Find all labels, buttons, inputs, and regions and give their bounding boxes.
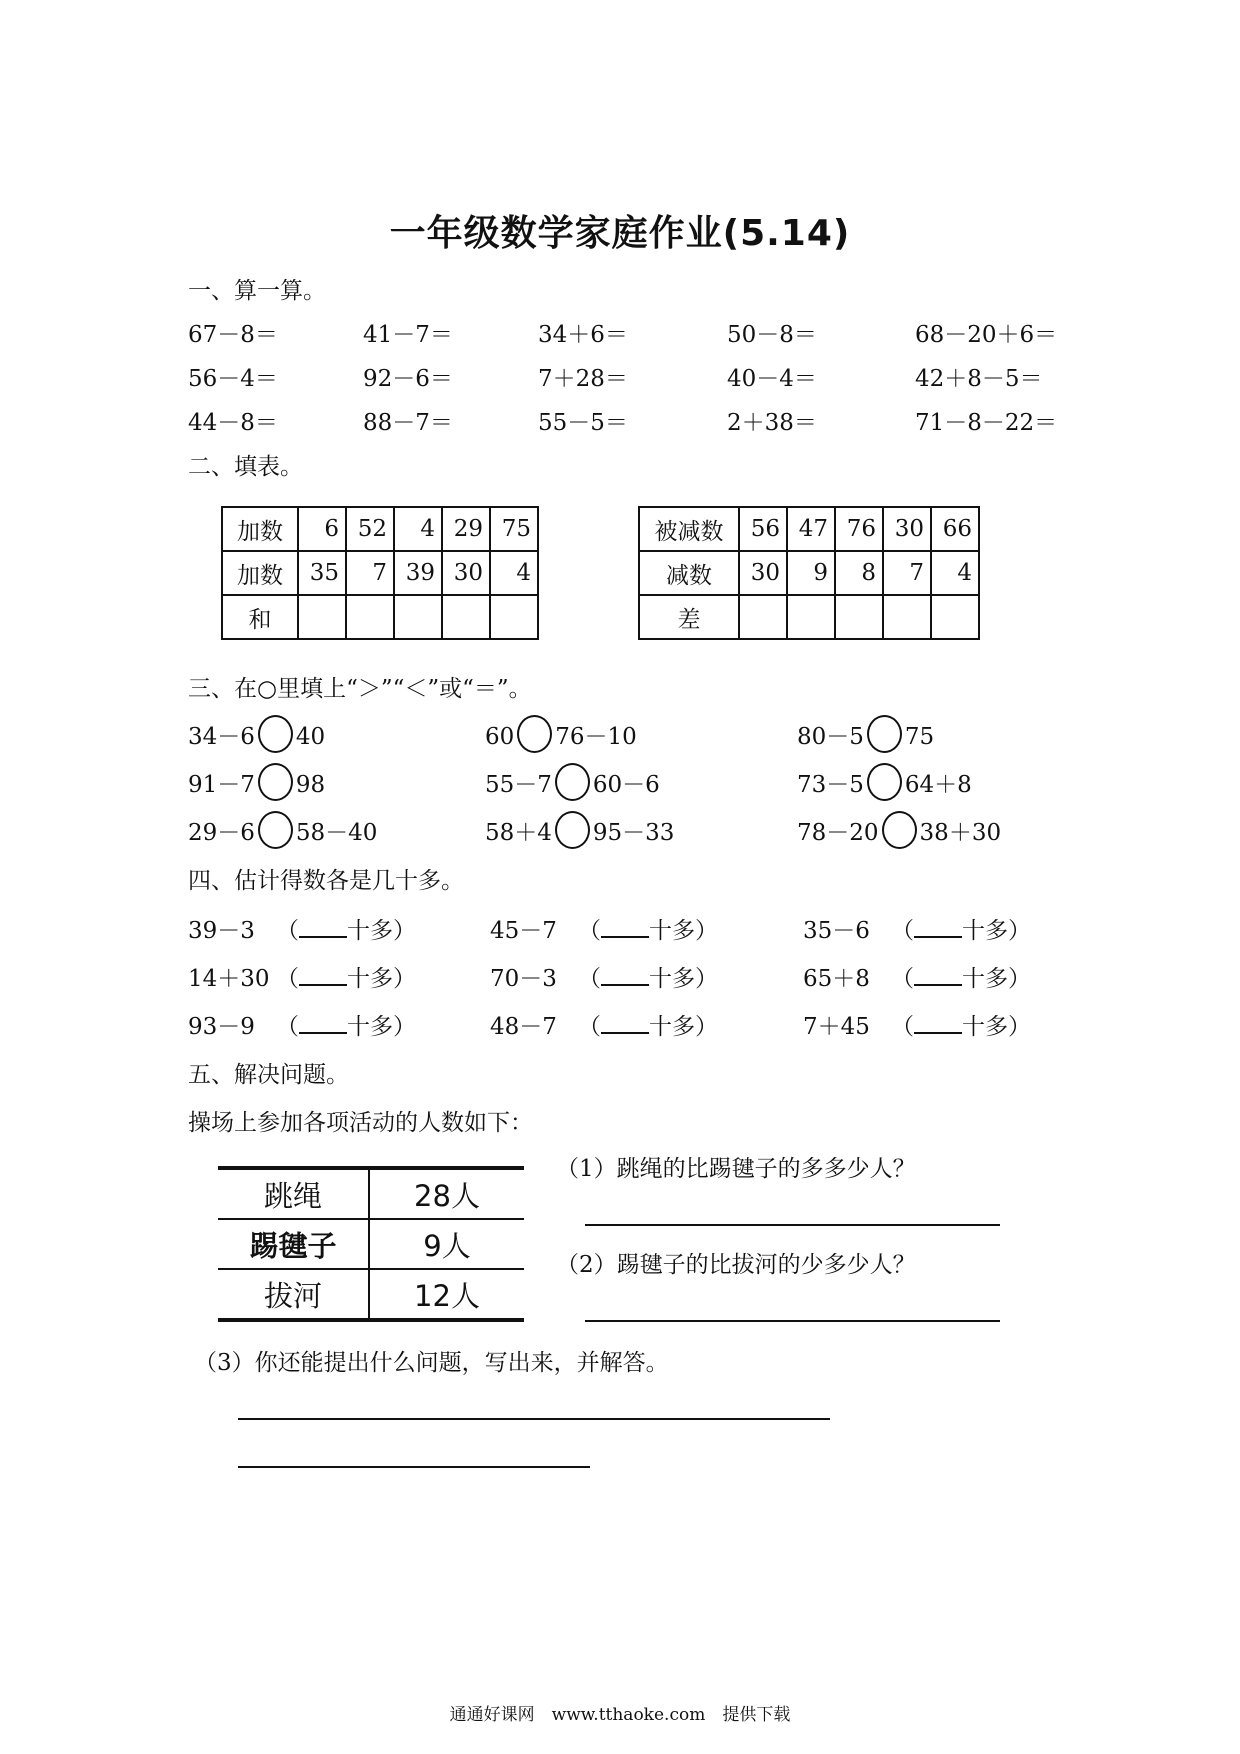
table-row — [222, 551, 538, 595]
compare-item: 91－7 98 — [188, 766, 325, 801]
compare-item: 34－6 40 — [188, 718, 325, 753]
problem-intro: 操场上参加各项活动的人数如下： — [188, 1110, 533, 1136]
compare-item: 78－20 38＋30 — [797, 814, 1001, 849]
calc-item: 55－5＝ — [538, 410, 628, 436]
calc-item: 2＋38＝ — [727, 410, 817, 436]
table-row — [222, 595, 538, 639]
answer-cell[interactable] — [442, 595, 490, 639]
answer-cell[interactable] — [298, 595, 346, 639]
answer-circle[interactable] — [555, 763, 590, 801]
page-title: 一年级数学家庭作业(5.14) — [389, 213, 851, 254]
answer-circle[interactable] — [517, 715, 552, 753]
section-2-heading: 二、填表。 — [188, 454, 303, 480]
answer-cell[interactable] — [787, 595, 835, 639]
answer-cell[interactable] — [394, 595, 442, 639]
calc-item: 41－7＝ — [363, 322, 453, 348]
table-cell: 30 — [883, 507, 931, 551]
table-cell: 8 — [835, 551, 883, 595]
table-cell: 9 — [787, 551, 835, 595]
answer-blank[interactable] — [914, 918, 962, 938]
subtraction-table — [638, 506, 980, 640]
estimate-item: 35－6 （ 十多） — [803, 918, 1031, 944]
calc-item: 44－8＝ — [188, 410, 278, 436]
section-3-heading: 三、在○里填上“＞”“＜”或“＝”。 — [188, 676, 532, 702]
answer-blank[interactable] — [914, 1014, 962, 1034]
answer-circle[interactable] — [555, 811, 590, 849]
calc-item: 50－8＝ — [727, 322, 817, 348]
answer-cell[interactable] — [883, 595, 931, 639]
calc-item: 7＋28＝ — [538, 366, 628, 392]
activity-count: 12人 — [414, 1278, 480, 1313]
row-label: 和 — [222, 595, 298, 639]
section-1-heading: 一、算一算。 — [188, 278, 326, 304]
compare-item: 29－6 58－40 — [188, 814, 377, 849]
answer-blank[interactable] — [914, 966, 962, 986]
table-cell: 30 — [739, 551, 787, 595]
answer-circle[interactable] — [258, 763, 293, 801]
table-cell: 6 — [298, 507, 346, 551]
calc-item: 67－8＝ — [188, 322, 278, 348]
question-2: （2）踢毽子的比拔河的少多少人？ — [556, 1252, 916, 1278]
row-label: 被减数 — [639, 507, 739, 551]
table-row — [639, 551, 979, 595]
table-cell: 52 — [346, 507, 394, 551]
activity-name: 拔河 — [218, 1269, 369, 1320]
activity-name: 跳绳 — [218, 1168, 369, 1219]
calc-item: 88－7＝ — [363, 410, 453, 436]
calc-item: 40－4＝ — [727, 366, 817, 392]
table-cell: 7 — [346, 551, 394, 595]
footer-credit: 通通好课网 www.tthaoke.com 提供下载 — [449, 1705, 791, 1725]
activity-table — [218, 1166, 524, 1322]
table-row — [218, 1269, 524, 1320]
table-row — [218, 1168, 524, 1219]
compare-item: 55－7 60－6 — [485, 766, 660, 801]
compare-item: 73－5 64＋8 — [797, 766, 972, 801]
calc-item: 42＋8－5＝ — [915, 366, 1043, 392]
calc-item: 92－6＝ — [363, 366, 453, 392]
answer-cell[interactable] — [739, 595, 787, 639]
calc-item: 68－20＋6＝ — [915, 322, 1058, 348]
table-cell: 4 — [394, 507, 442, 551]
table-cell: 4 — [931, 551, 979, 595]
answer-cell[interactable] — [346, 595, 394, 639]
answer-line-1[interactable] — [585, 1224, 1000, 1226]
table-cell: 66 — [931, 507, 979, 551]
estimate-item: 45－7 （ 十多） — [490, 918, 718, 944]
answer-circle[interactable] — [867, 763, 902, 801]
answer-circle[interactable] — [867, 715, 902, 753]
compare-item: 60 76－10 — [485, 718, 637, 753]
section-4-heading: 四、估计得数各是几十多。 — [188, 868, 464, 894]
answer-circle[interactable] — [258, 715, 293, 753]
addition-table — [221, 506, 539, 640]
table-row — [222, 507, 538, 551]
answer-cell[interactable] — [835, 595, 883, 639]
table-row — [218, 1219, 524, 1269]
question-1: （1）跳绳的比踢毽子的多多少人？ — [556, 1156, 916, 1182]
section-5-heading: 五、解决问题。 — [188, 1062, 349, 1088]
answer-circle[interactable] — [882, 811, 917, 849]
compare-item: 58＋4 95－33 — [485, 814, 674, 849]
answer-blank[interactable] — [601, 918, 649, 938]
table-cell: 4 — [490, 551, 538, 595]
compare-item: 80－5 75 — [797, 718, 934, 753]
estimate-item: 7＋45 （ 十多） — [803, 1014, 1031, 1040]
row-label: 加数 — [222, 551, 298, 595]
table-cell: 47 — [787, 507, 835, 551]
question-3: （3）你还能提出什么问题，写出来，并解答。 — [194, 1350, 669, 1376]
estimate-item: 65＋8 （ 十多） — [803, 966, 1031, 992]
table-cell: 35 — [298, 551, 346, 595]
calc-item: 34＋6＝ — [538, 322, 628, 348]
answer-line-3b[interactable] — [238, 1466, 590, 1468]
estimate-item: 93－9 （ 十多） — [188, 1014, 416, 1040]
answer-line-3a[interactable] — [238, 1418, 830, 1420]
answer-line-2[interactable] — [585, 1320, 1000, 1322]
answer-blank[interactable] — [601, 966, 649, 986]
answer-blank[interactable] — [601, 1014, 649, 1034]
calc-item: 71－8－22＝ — [915, 410, 1058, 436]
table-row — [639, 595, 979, 639]
table-cell: 75 — [490, 507, 538, 551]
table-cell: 39 — [394, 551, 442, 595]
table-cell: 30 — [442, 551, 490, 595]
estimate-item: 48－7 （ 十多） — [490, 1014, 718, 1040]
table-cell: 7 — [883, 551, 931, 595]
activity-name: 踢毽子 — [218, 1219, 369, 1269]
answer-circle[interactable] — [258, 811, 293, 849]
table-cell: 29 — [442, 507, 490, 551]
table-cell: 56 — [739, 507, 787, 551]
answer-cell[interactable] — [490, 595, 538, 639]
row-label: 加数 — [222, 507, 298, 551]
table-cell: 76 — [835, 507, 883, 551]
estimate-item: 70－3 （ 十多） — [490, 966, 718, 992]
row-label: 差 — [639, 595, 739, 639]
answer-blank[interactable] — [299, 966, 347, 986]
answer-blank[interactable] — [299, 1014, 347, 1034]
answer-blank[interactable] — [299, 918, 347, 938]
estimate-item: 39－3 （ 十多） — [188, 918, 416, 944]
estimate-item: 14＋30 （ 十多） — [188, 966, 416, 992]
activity-count: 9人 — [369, 1219, 524, 1269]
activity-count: 28人 — [369, 1168, 524, 1219]
table-row — [639, 507, 979, 551]
answer-cell[interactable] — [931, 595, 979, 639]
calc-item: 56－4＝ — [188, 366, 278, 392]
row-label: 减数 — [639, 551, 739, 595]
